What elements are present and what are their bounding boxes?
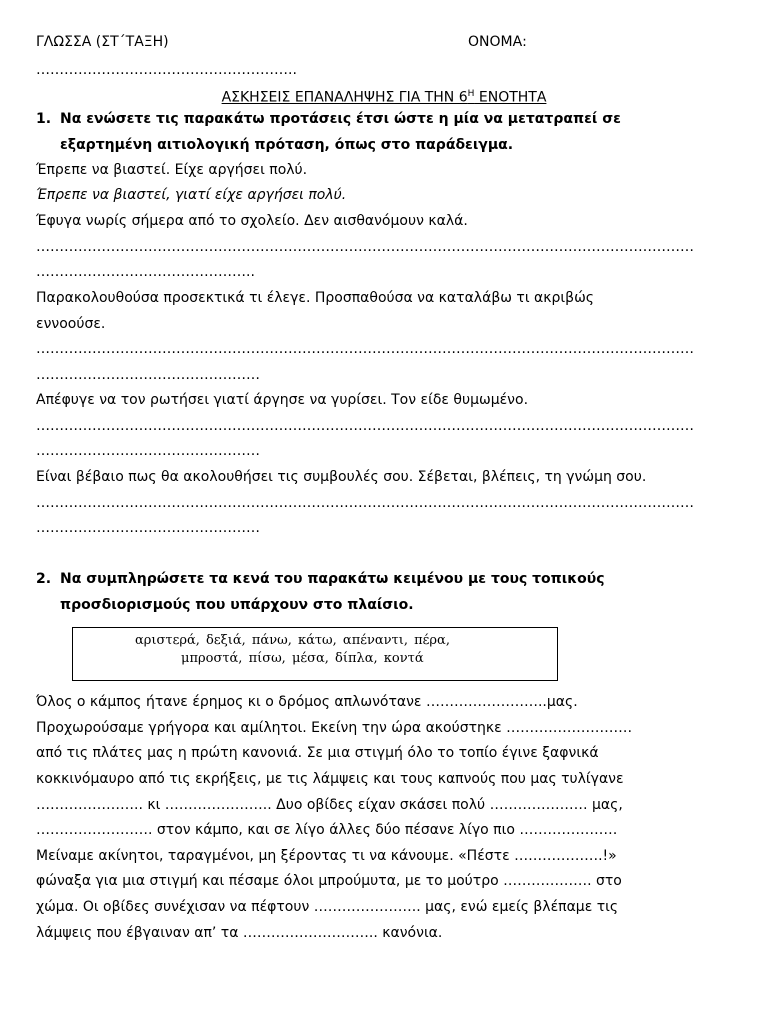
cloze-line-5: ………………….. κι ………………….. Δυο οβίδες είχαν σκάσει πολύ ………………… μας,: [36, 797, 623, 813]
subject-label: ΓΛΩΣΣΑ (ΣΤ΄ΤΑΞΗ): [36, 34, 169, 50]
example-answer: Έπρεπε να βιαστεί, γιατί είχε αργήσει πολύ.: [36, 187, 347, 203]
exercise2-number: 2.: [36, 571, 52, 587]
answer-line-2a[interactable]: ……………………………………………………………………………………………………………………………: [36, 341, 694, 357]
exercise2-instruction-line2: προσδιορισμούς που υπάρχουν στο πλαίσιο.: [60, 597, 414, 613]
exercise1-item-4: Είναι βέβαιο πως θα ακολουθήσει τις συμβουλές σου. Σέβεται, βλέπεις, τη γνώμη σου.: [36, 469, 647, 485]
exercise1-item-2-line1: Παρακολουθούσα προσεκτικά τι έλεγε. Προσπαθούσα να καταλάβω τι ακριβώς: [36, 290, 595, 306]
title-tail: ΕΝΟΤΗΤΑ: [474, 89, 547, 106]
cloze-line-9: χώμα. Οι οβίδες συνέχισαν να πέφτουν ………………….. μας, ενώ εμείς βλέπαμε τις: [36, 899, 619, 915]
exercise1-instruction-line1: [36, 110, 621, 128]
exercise1-number: 1.: [36, 111, 52, 127]
exercise1-item-2-line2: εννοούσε.: [36, 316, 106, 332]
example-sentences: Έπρεπε να βιαστεί. Είχε αργήσει πολύ.: [36, 162, 308, 178]
cloze-line-6: ……………………. στον κάμπο, και σε λίγο άλλες δύο πέσανε λίγο πιο …………………: [36, 822, 618, 838]
answer-line-3b[interactable]: …………………………………………: [36, 443, 260, 459]
answer-line-1b[interactable]: ………………………………………..: [36, 264, 255, 280]
cloze-line-4: κοκκινόμαυρο από τις εκρήξεις, με τις λάμψεις και τους καπνούς που μας τυλίγανε: [36, 771, 624, 787]
word-bank-row-2: μπροστά, πίσω, μέσα, δίπλα, κοντά: [181, 651, 424, 666]
answer-line-2b[interactable]: …………………………………………: [36, 367, 260, 383]
exercise1-item-3: Απέφυγε να τον ρωτήσει γιατί άργησε να γυρίσει. Τον είδε θυμωμένο.: [36, 392, 529, 408]
name-fill-line[interactable]: ………………………………………………..: [36, 62, 297, 78]
title-superscript: Η: [467, 89, 475, 99]
answer-line-4a[interactable]: ……………………………………………………………………………………………………………………………: [36, 495, 694, 511]
cloze-line-7: Μείναμε ακίνητοι, ταραγμένοι, μη ξέροντας τι να κάνουμε. «Πέστε ……………….!»: [36, 848, 617, 864]
exercise1-item-1: Έφυγα νωρίς σήμερα από το σχολείο. Δεν αισθανόμουν καλά.: [36, 213, 468, 229]
cloze-line-10: λάμψεις που έβγαιναν απ’ τα ……………………….. κανόνια.: [36, 925, 443, 941]
word-bank-row-1: αριστερά, δεξιά, πάνω, κάτω, απέναντι, πέρα,: [135, 633, 450, 648]
cloze-line-8: φώναξα για μια στιγμή και πέσαμε όλοι μπρούμυτα, με το μούτρο ………………. στο: [36, 873, 622, 889]
answer-line-3a[interactable]: ……………………………………………………………………………………………………………………………: [36, 418, 694, 434]
cloze-line-3: από τις πλάτες μας η πρώτη κανονιά. Σε μια στιγμή όλο το τοπίο έγινε ξαφνικά: [36, 745, 599, 761]
exercise2-instruction-line1: [36, 570, 605, 588]
answer-line-4b[interactable]: …………………………………………: [36, 520, 260, 536]
cloze-line-2: Προχωρούσαμε γρήγορα και αμίλητοι. Εκείνη την ώρα ακούστηκε ………………………: [36, 720, 633, 736]
exercise1-instruction-text: Να ενώσετε τις παρακάτω προτάσεις έτσι ώστε η μία να μετατραπεί σε: [60, 111, 621, 127]
answer-line-1a[interactable]: ……………………………………………………………………………………………………………………………: [36, 239, 694, 255]
title-text: ΑΣΚΗΣΕΙΣ ΕΠΑΝΑΛΗΨΗΣ ΓΙΑ ΤΗΝ 6: [221, 89, 468, 106]
word-bank-box: [72, 627, 558, 681]
exercise1-instruction-line2: εξαρτημένη αιτιολογική πρόταση, όπως στο παράδειγμα.: [60, 137, 514, 153]
exercise2-instruction-text: Να συμπληρώσετε τα κενά του παρακάτω κειμένου με τους τοπικούς: [60, 571, 605, 587]
page-title: [0, 85, 768, 107]
cloze-line-1: Όλος ο κάμπος ήτανε έρημος κι ο δρόμος απλωνότανε ……………………..μας.: [36, 694, 578, 710]
name-label: ΟΝΟΜΑ:: [468, 34, 527, 50]
